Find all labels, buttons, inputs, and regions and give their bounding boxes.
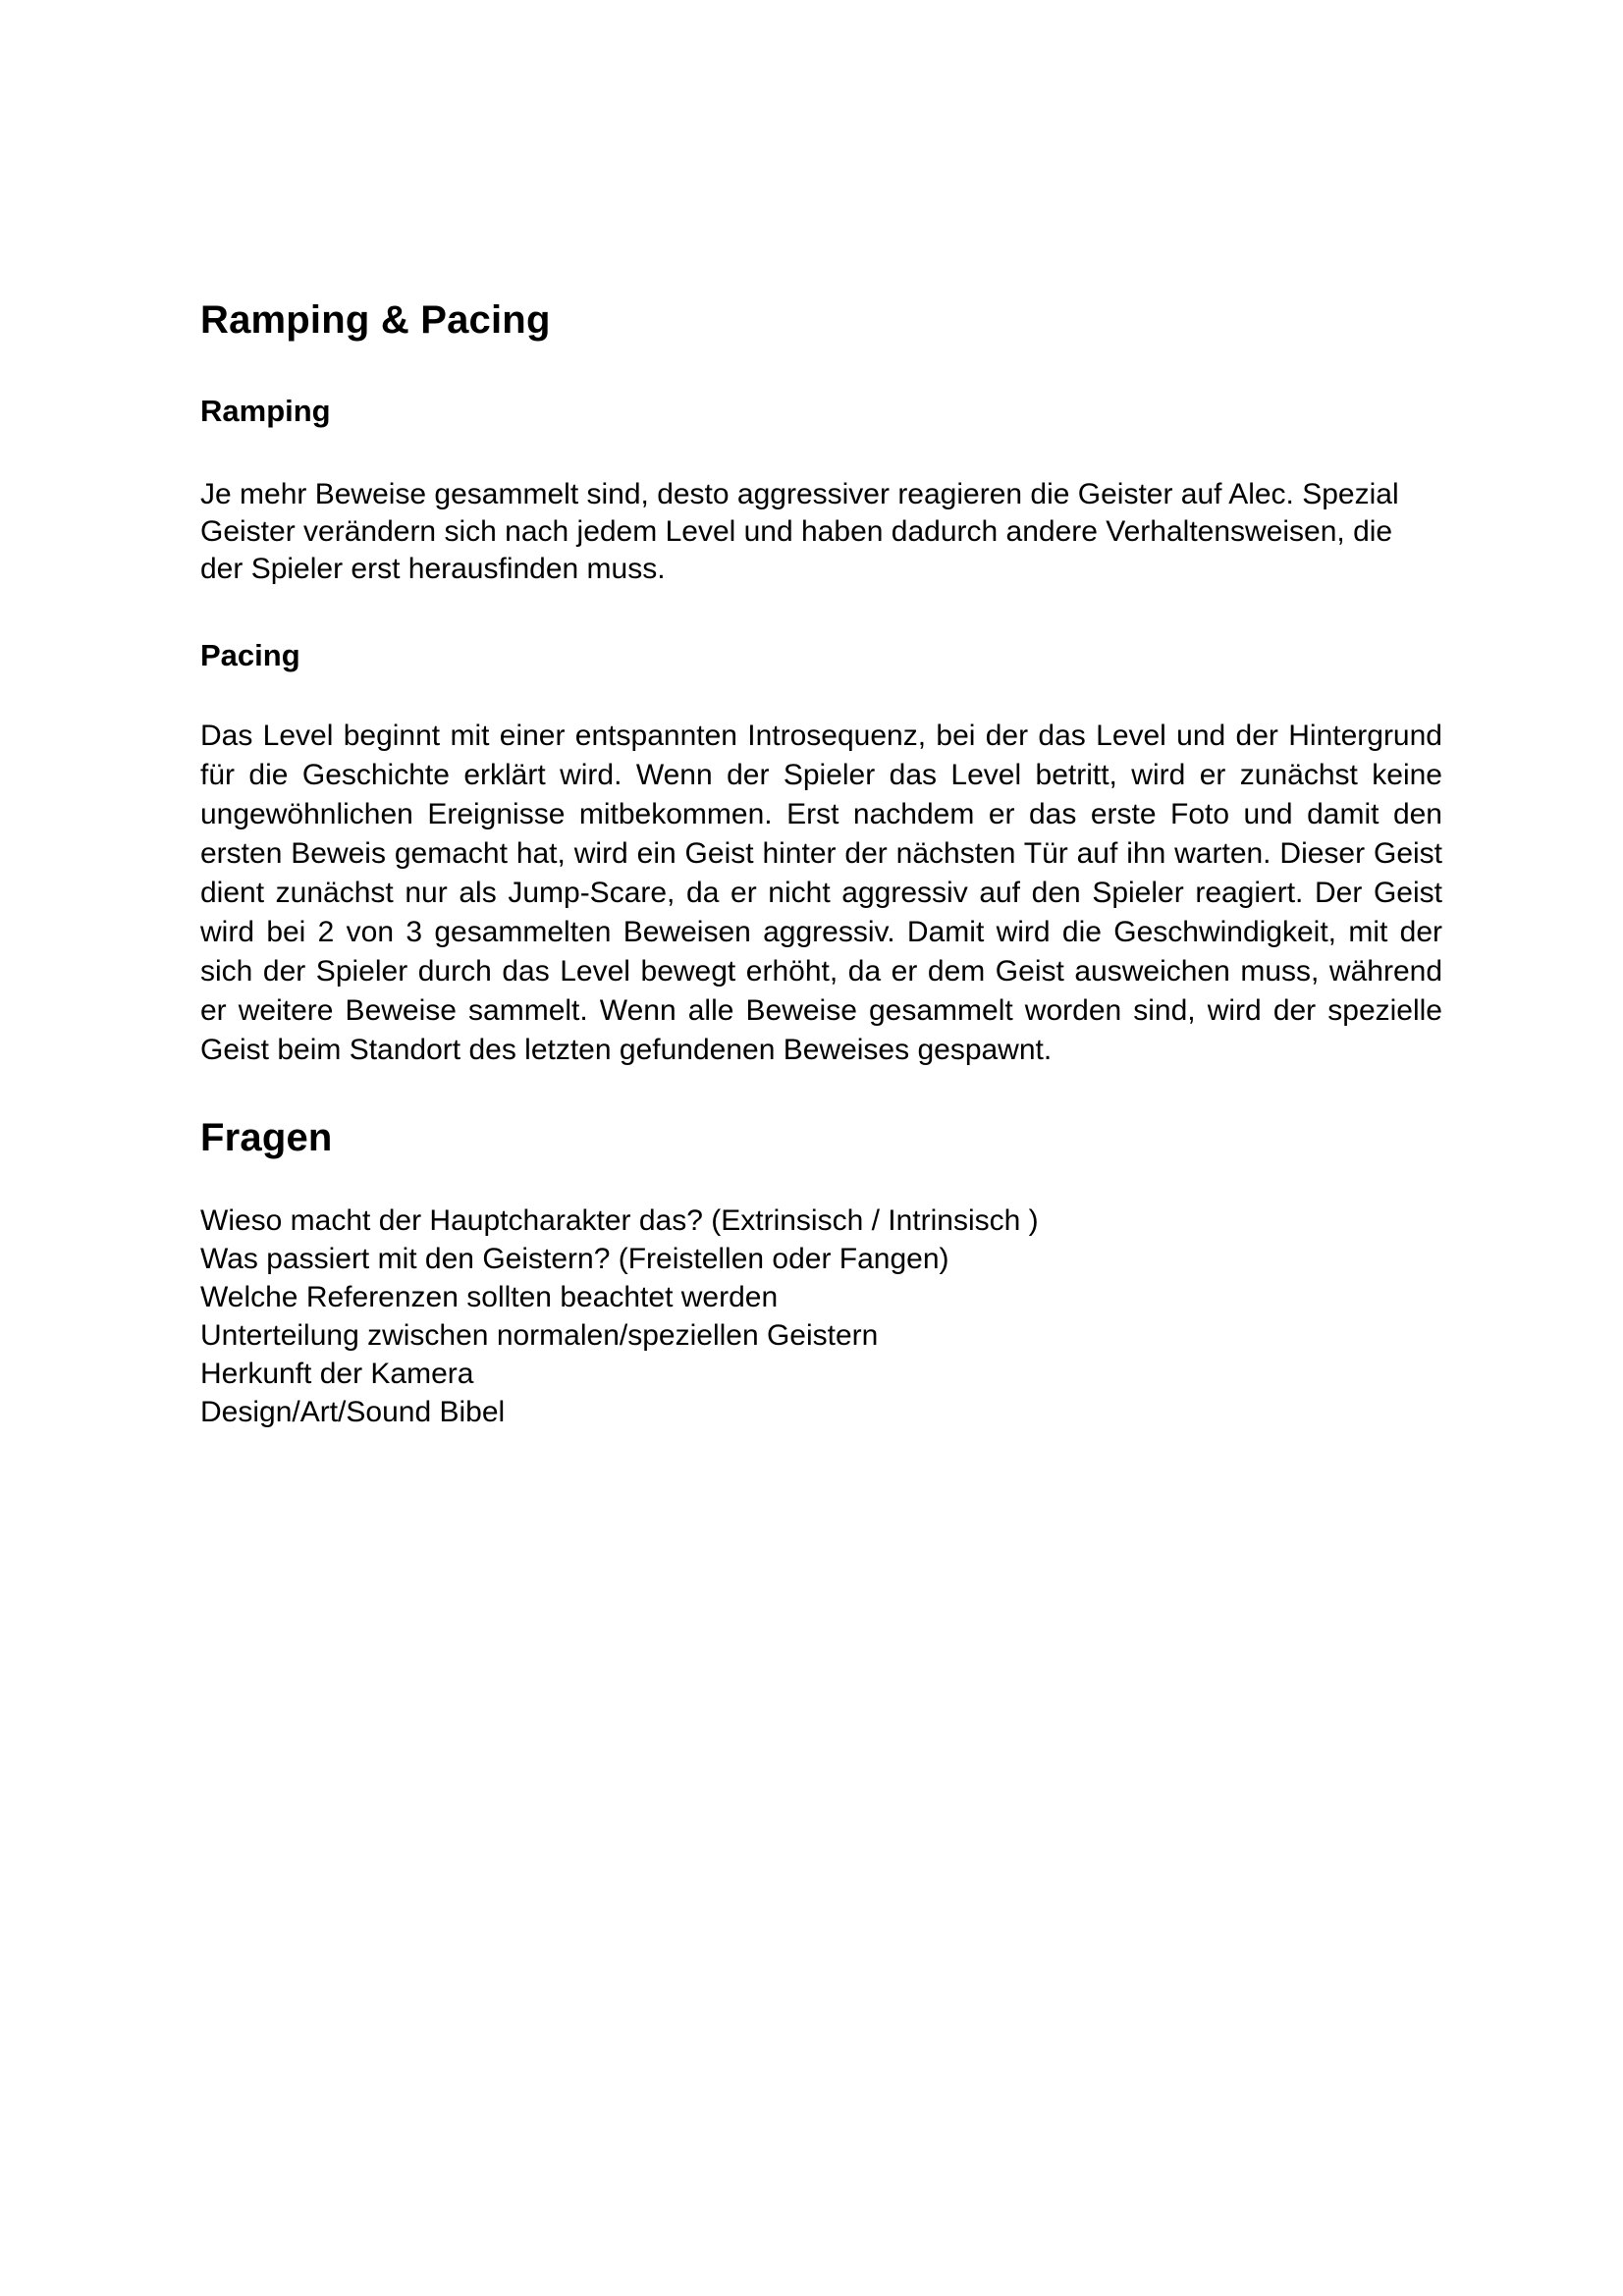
pacing-paragraph: Das Level beginnt mit einer entspannten Introsequenz, bei der das Level und der Hintergrund für die Geschichte erklärt wird. Wenn der Spieler das Level betritt, wird er zunächst keine ungewöhnlichen Ereignisse mitbekommen. Erst nachdem er das erste Foto und damit den ersten Beweis gemacht hat, wird ein Geist hinter der nächsten Tür auf ihn warten. Dieser Geist dient zunächst nur als Jump-Scare, da er nicht aggressiv auf den Spieler reagiert. Der Geist wird bei 2 von 3 gesammelten Beweisen aggressiv. Damit wird die Geschwindigkeit, mit der sich der Spieler durch das Level bewegt erhöht, da er dem Geist ausweichen muss, während er weitere Beweise sammelt. Wenn alle Beweise gesammelt worden sind, wird der spezielle Geist beim Standort des letzten gefundenen Beweises gespawnt.	[200, 720, 1442, 1066]
subheading-ramping: Ramping	[200, 394, 331, 428]
question-line: Was passiert mit den Geistern? (Freistellen oder Fangen)	[200, 1243, 949, 1275]
question-line: Wieso macht der Hauptcharakter das? (Extrinsisch / Intrinsisch )	[200, 1204, 1039, 1237]
subheading-pacing: Pacing	[200, 638, 300, 672]
document-content	[200, 0, 1442, 1431]
section-heading-fragen: Fragen	[200, 1116, 333, 1159]
question-line: Design/Art/Sound Bibel	[200, 1396, 506, 1428]
question-line: Herkunft der Kamera	[200, 1358, 474, 1390]
section-heading-ramping-and-pacing: Ramping & Pacing	[200, 298, 551, 342]
ramping-paragraph: Je mehr Beweise gesammelt sind, desto aggressiver reagieren die Geister auf Alec. Spezial Geister verändern sich nach jedem Level und haben dadurch andere Verhaltensweisen, die der Spieler erst herausfinden muss.	[200, 478, 1399, 585]
question-line: Unterteilung zwischen normalen/speziellen Geistern	[200, 1319, 879, 1352]
questions-list	[200, 1201, 1442, 1431]
question-line: Welche Referenzen sollten beachtet werden	[200, 1281, 779, 1313]
